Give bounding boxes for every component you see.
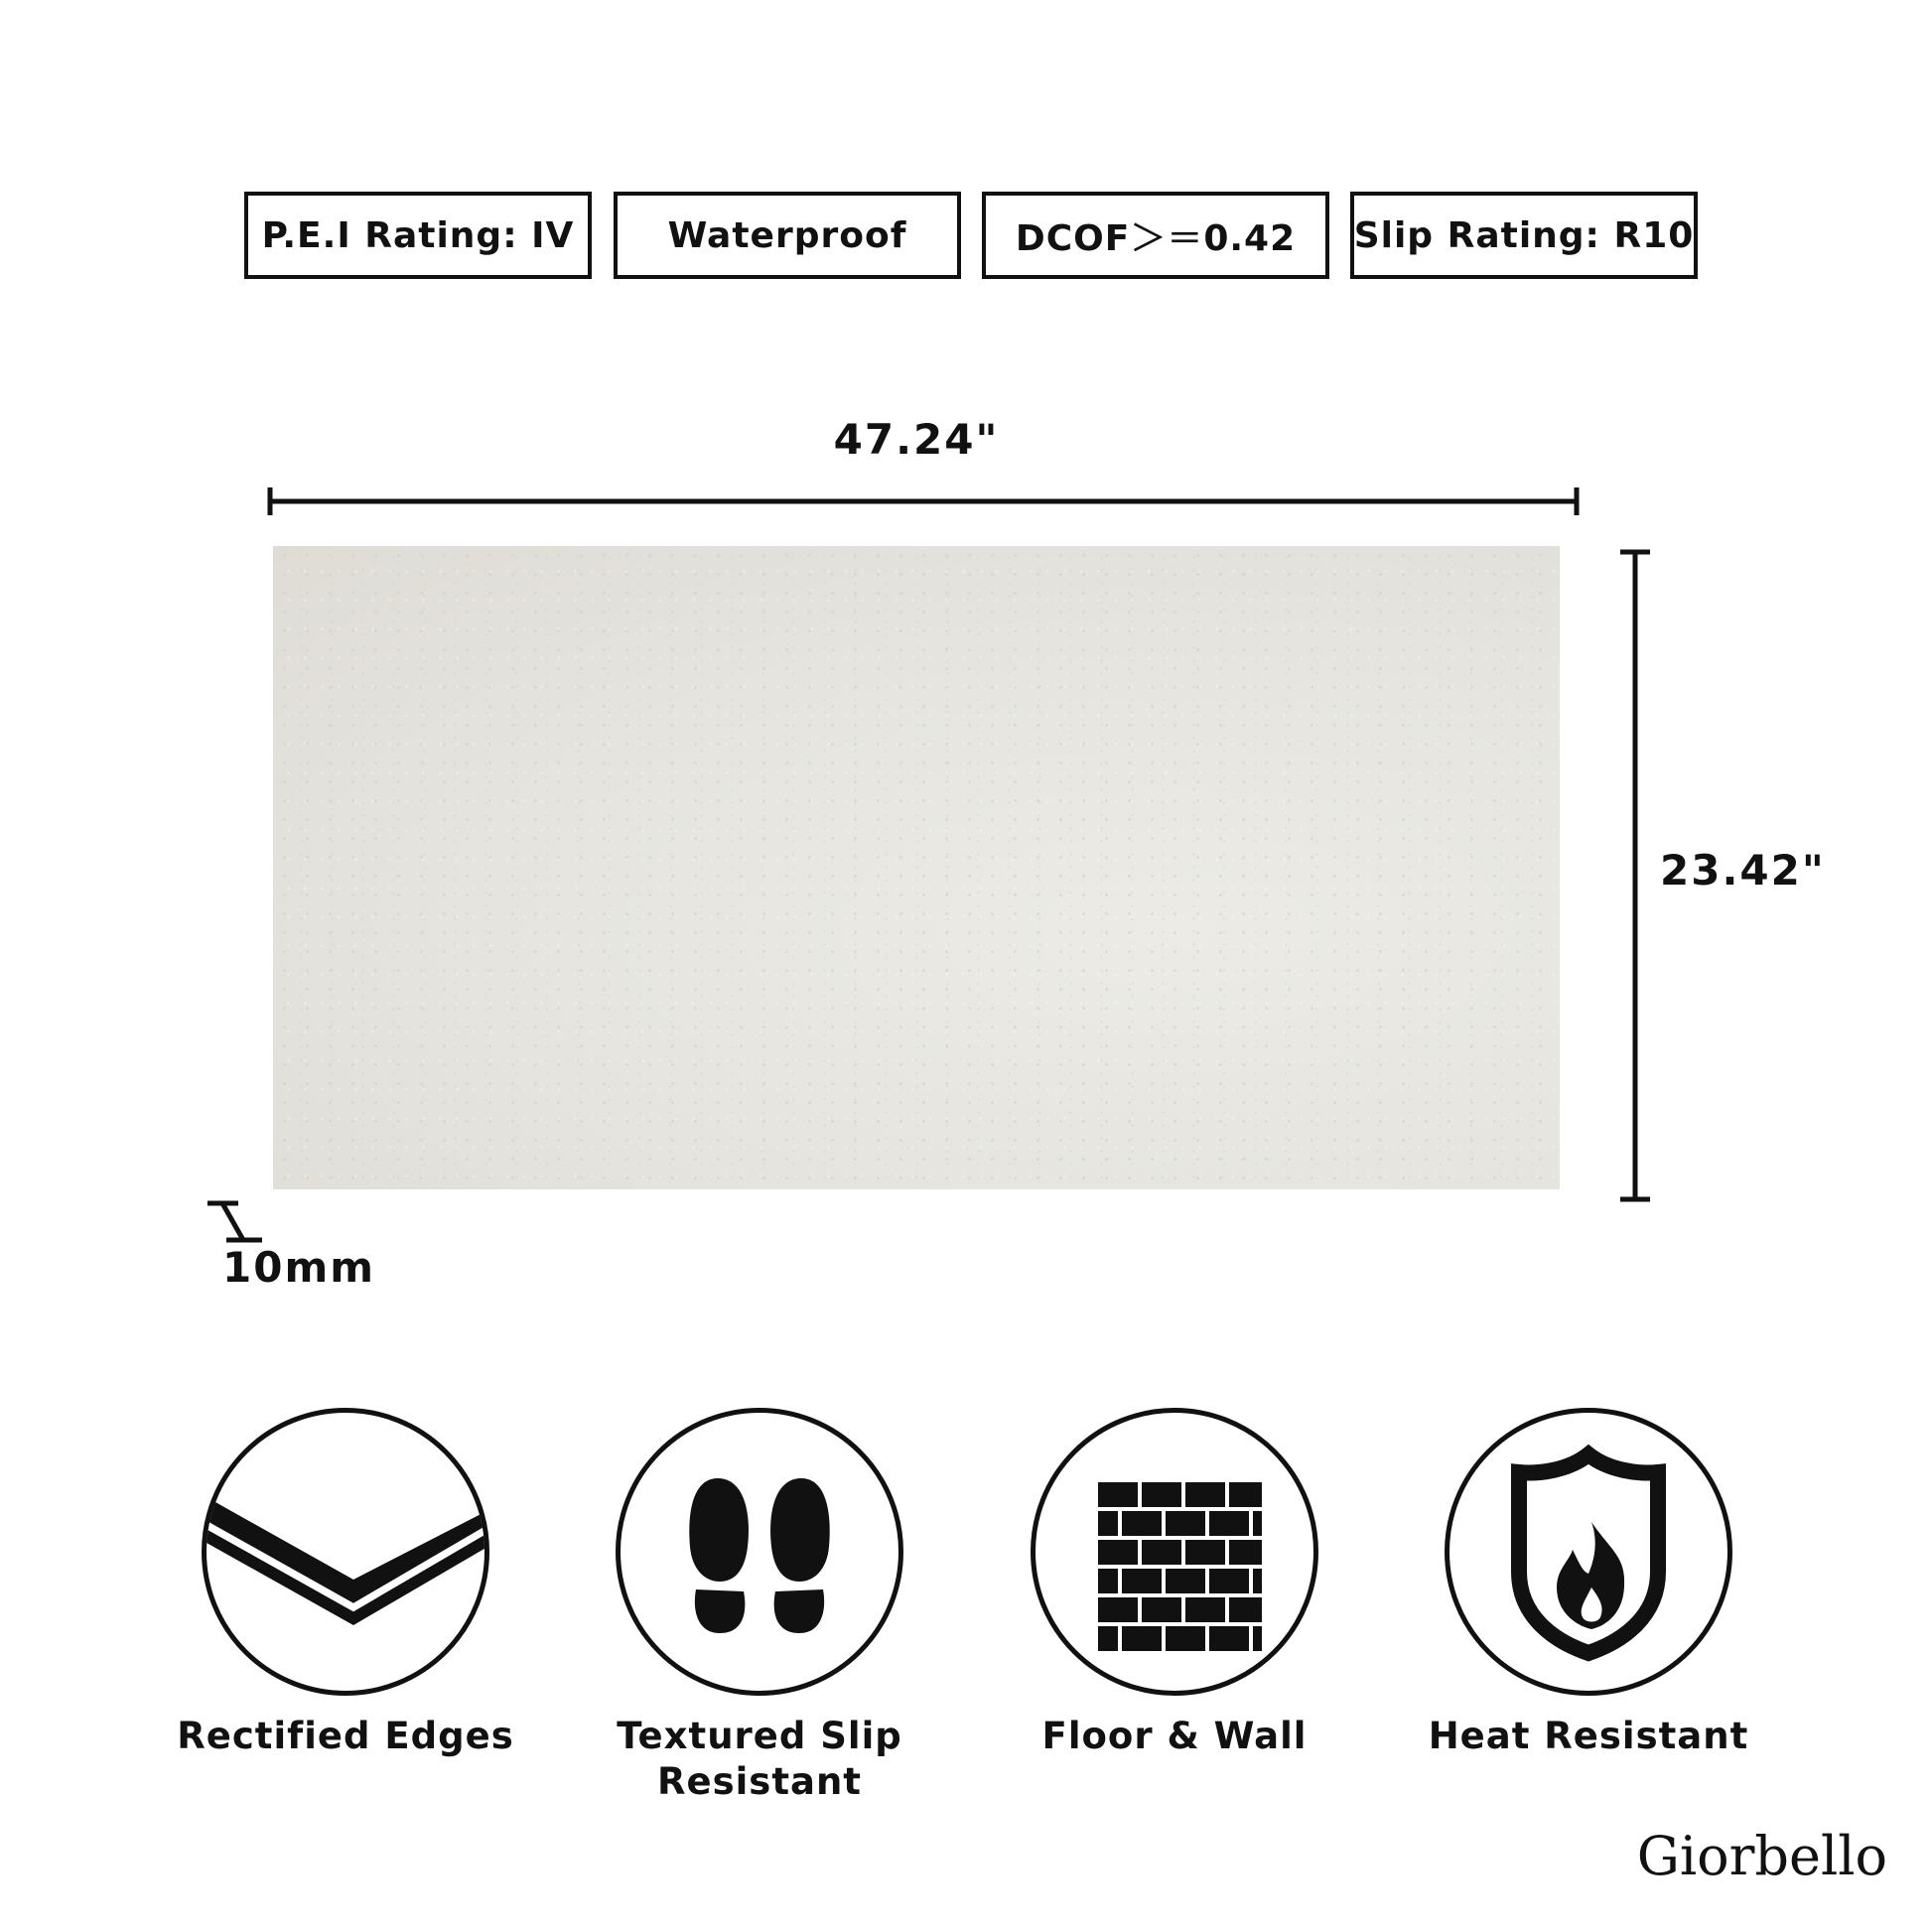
- height-label: 23.42": [1660, 846, 1826, 895]
- thickness-marker: [207, 1203, 262, 1240]
- feature-label-heat-resistant: Heat Resistant: [1428, 1715, 1749, 1757]
- feature-rectified-edges: [202, 1408, 489, 1696]
- feature-label-floor-wall: Floor & Wall: [1041, 1715, 1308, 1757]
- rectified-edges-icon: [207, 1413, 484, 1691]
- spec-waterproof: Waterproof: [614, 192, 961, 279]
- width-label: 47.24": [833, 415, 1000, 464]
- spec-pei-rating: P.E.I Rating: IV: [244, 192, 592, 279]
- tile-image: [273, 546, 1560, 1189]
- brand-logo: Giorbello: [1636, 1825, 1887, 1887]
- feature-heat-resistant: [1445, 1408, 1732, 1696]
- feature-label-textured-slip: Textured Slip Resistant: [617, 1715, 902, 1803]
- spec-slip-rating: Slip Rating: R10: [1350, 192, 1698, 279]
- feature-label-rectified-edges: Rectified Edges: [177, 1715, 514, 1757]
- feature-textured-slip-resistant: [616, 1408, 903, 1696]
- fire-shield-icon: [1449, 1413, 1727, 1691]
- spec-dcof: DCOF＞＝0.42: [982, 192, 1329, 279]
- feature-floor-wall: [1031, 1408, 1318, 1696]
- thickness-label: 10mm: [222, 1243, 375, 1292]
- footprints-icon: [621, 1413, 898, 1691]
- brick-wall-icon: [1035, 1413, 1313, 1691]
